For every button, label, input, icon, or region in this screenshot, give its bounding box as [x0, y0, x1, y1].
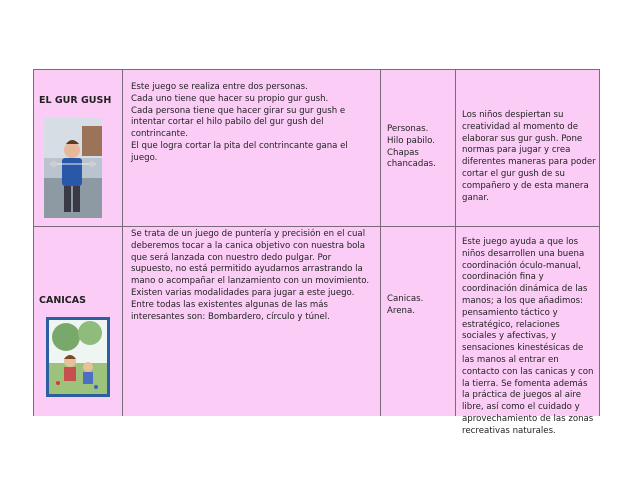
description-line: Cada persona tiene que hacer girar su gur gush e intentar cortar el hilo pabilo del gur gush del contrincante.	[131, 105, 346, 140]
material-item: Hilo pabilo.	[387, 135, 436, 146]
materials-list	[387, 124, 453, 171]
benefits-cell	[455, 227, 599, 436]
child-playing-photo	[44, 118, 102, 218]
materials-cell	[380, 227, 455, 416]
description-line: Cada uno tiene que hacer su propio gur gush.	[131, 93, 329, 104]
description-line: Este juego se realiza entre dos personas.	[131, 82, 308, 92]
materials-cell	[380, 70, 455, 226]
material-item: Arena.	[387, 305, 415, 316]
game-name-cell	[34, 70, 122, 226]
game-name-cell	[34, 227, 122, 416]
description-line: El que logra cortar la pita del contrincante gana el juego.	[131, 140, 348, 163]
children-playing-marbles-illustration	[46, 317, 110, 397]
game-name: EL GUR GUSH	[39, 95, 112, 106]
description-cell	[122, 70, 380, 226]
table-row	[34, 70, 599, 226]
game-name: CANICAS	[39, 295, 86, 306]
description-line: Se trata de un juego de puntería y precisión en el cual deberemos tocar a la canica objetivo con nuestra bola que será lanzada con nuestro dedo pulgar. Por supuesto, no está permitido ayudarnos arrastrando la mano o acompañar el lanzamiento con un movimiento.	[131, 229, 370, 287]
table-row	[34, 226, 599, 436]
game-benefits: Los niños despiertan su creatividad al momento de elaborar sus gur gush. Pone normas para jugar y crea diferentes maneras para poder cortar el gur gush de su compañero y de esta manera ganar.	[462, 110, 596, 203]
game-description	[131, 82, 374, 165]
game-description	[131, 229, 374, 323]
game-benefits: Este juego ayuda a que los niños desarrollen una buena coordinación óculo-manual, coordinación fina y coordinación dinámica de las manos; a los que añadimos: pensamiento táctico y estratégico, relaciones sociales y afectivas, y sensaciones kinestésicas de las manos al entrar en contacto con las canicas y con la tierra. Se fomenta además la práctica de juegos al aire libre, así como el cuidado y aprovechamiento de las zonas recreativas naturales.	[462, 237, 594, 436]
description-cell	[122, 227, 380, 416]
games-table	[33, 69, 600, 436]
material-item: Chapas chancadas.	[387, 147, 436, 170]
materials-list	[387, 294, 453, 318]
benefits-cell	[455, 70, 599, 226]
description-line: Existen varias modalidades para jugar a este juego. Entre todas las existentes algunas de las más interesantes son: Bombardero, círculo y túnel.	[131, 287, 355, 322]
material-item: Canicas.	[387, 294, 424, 304]
material-item: Personas.	[387, 124, 429, 134]
